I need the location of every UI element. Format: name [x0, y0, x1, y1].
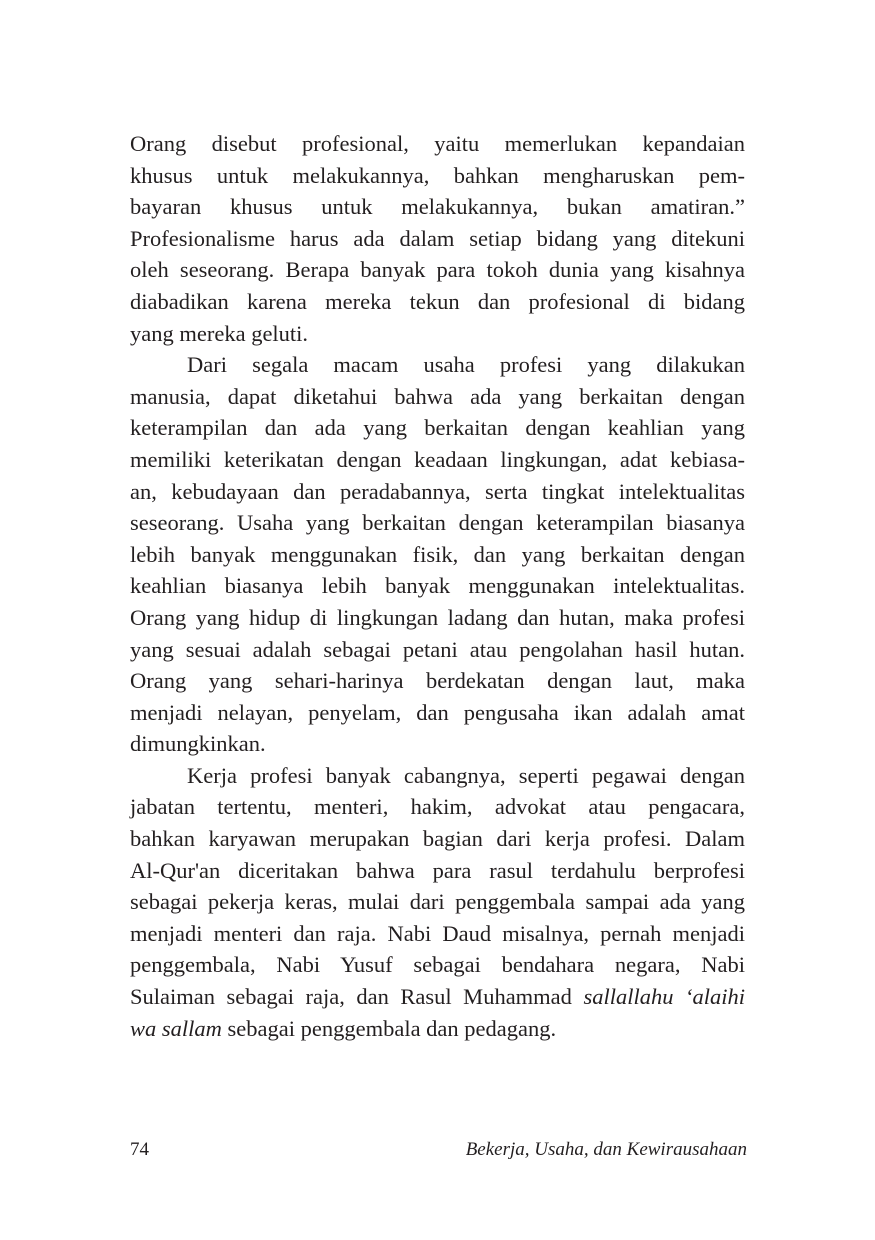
text-line: bahkan karyawan merupakan bagian dari kerja profesi. Dalam: [130, 826, 745, 852]
text-line: Kerja profesi banyak cabangnya, seperti pegawai dengan: [187, 762, 745, 788]
page-number: 74: [130, 1139, 149, 1160]
text-line: menjadi nelayan, penyelam, dan pengusaha ikan adalah amat: [130, 699, 745, 725]
text-line: bayaran khusus untuk melakukannya, bukan amatiran.”: [130, 194, 745, 220]
text-line: Orang yang sehari-harinya berdekatan dengan laut, maka: [130, 668, 745, 694]
text-line: sebagai pekerja keras, mulai dari penggembala sampai ada yang: [130, 889, 745, 915]
running-title: Bekerja, Usaha, dan Kewirausahaan: [465, 1139, 747, 1160]
text-line: Al-Qur'an diceritakan bahwa para rasul terdahulu berprofesi: [130, 857, 745, 883]
text-line: penggembala, Nabi Yusuf sebagai bendahara negara, Nabi: [130, 952, 745, 978]
text-line: an, kebudayaan dan peradabannya, serta tingkat intelektualitas: [130, 478, 745, 504]
paragraph-3: [130, 760, 745, 1044]
text-line: keahlian biasanya lebih banyak menggunakan intelektualitas.: [130, 573, 745, 599]
text-line: Orang disebut profesional, yaitu memerlukan kepandaian: [130, 131, 745, 156]
page-footer: [130, 1138, 747, 1162]
text-line: Dari segala macam usaha profesi yang dilakukan: [187, 352, 745, 378]
text-line: yang mereka geluti.: [130, 320, 309, 346]
paragraph-2: [130, 349, 745, 760]
text-line: diabadikan karena mereka tekun dan profesional di bidang: [130, 288, 745, 314]
text-line: seseorang. Usaha yang berkaitan dengan keterampilan biasanya: [130, 510, 745, 536]
text-italic: wa sallam: [130, 1015, 222, 1041]
text-line: memiliki keterikatan dengan keadaan lingkungan, adat kebiasa-: [130, 446, 745, 472]
text-line: oleh seseorang. Berapa banyak para tokoh dunia yang kisahnya: [130, 257, 745, 283]
text-line: lebih banyak menggunakan fisik, dan yang berkaitan dengan: [130, 541, 745, 567]
text-line-mixed: [130, 981, 745, 1013]
paragraph-1: [130, 128, 745, 349]
text-roman: Sulaiman sebagai raja, dan Rasul Muhammad: [130, 984, 584, 1010]
text-italic: sallallahu ‘alaihi: [583, 984, 745, 1010]
text-roman: sebagai penggembala dan pedagang.: [221, 1015, 557, 1041]
text-line: dimungkinkan.: [130, 731, 266, 757]
body-text: [130, 128, 745, 1044]
text-line: Profesionalisme harus ada dalam setiap bidang yang ditekuni: [130, 225, 745, 251]
text-line: Orang yang hidup di lingkungan ladang dan hutan, maka profesi: [130, 604, 745, 630]
text-line: keterampilan dan ada yang berkaitan dengan keahlian yang: [130, 415, 745, 441]
text-line-mixed: [130, 1013, 745, 1045]
text-line: khusus untuk melakukannya, bahkan mengharuskan pem-: [130, 162, 745, 188]
text-line: yang sesuai adalah sebagai petani atau pengolahan hasil hutan.: [130, 636, 745, 662]
text-line: menjadi menteri dan raja. Nabi Daud misalnya, pernah menjadi: [130, 920, 745, 946]
text-line: jabatan tertentu, menteri, hakim, advokat atau pengacara,: [130, 794, 745, 820]
text-line: manusia, dapat diketahui bahwa ada yang berkaitan dengan: [130, 383, 745, 409]
